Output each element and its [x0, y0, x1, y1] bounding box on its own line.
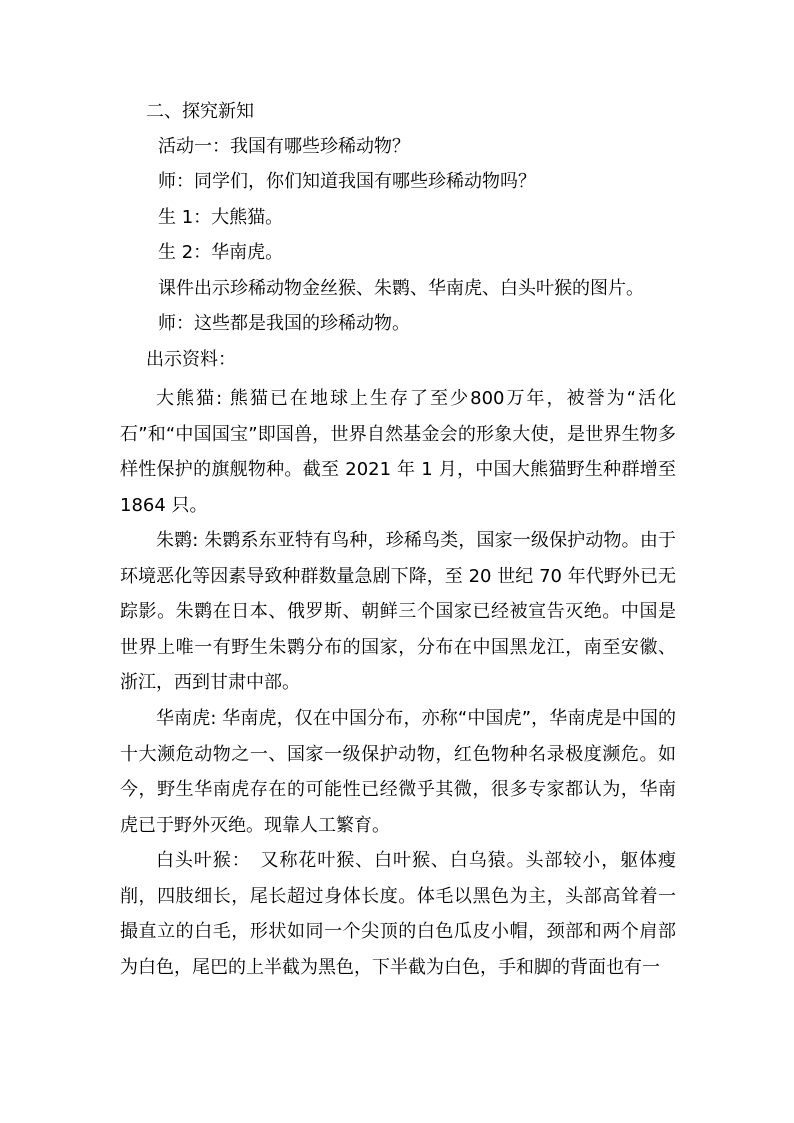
paragraph-south-china-tiger: 华南虎: 华南虎，仅在中国分布，亦称“中国虎”，华南虎是中国的十大濒危动物之一、国家一级保护动物，红色物种名录极度濒危。如今，野生华南虎存在的可能性已经微乎其微，很多专家都认为，华南虎已于野外灭绝。现靠人工繁育。	[120, 708, 676, 836]
teacher-question: 师：同学们，你们知道我国有哪些珍稀动物吗？	[158, 171, 536, 192]
student-1-answer: 生 1：大熊猫。	[158, 207, 284, 228]
activity-title: 活动一：我国有哪些珍稀动物？	[158, 136, 410, 157]
student-2-answer: 生 2：华南虎。	[158, 242, 284, 263]
paragraph-crested-ibis: 朱鹮: 朱鹮系东亚特有鸟种，珍稀鸟类，国家一级保护动物。由于环境恶化等因素导致种群数量急剧下降，至 20 世纪 70 年代野外已无踪影。朱鹮在日本、俄罗斯、朝鲜三个国家已经被宣告灭绝。中国是世界上唯一有野生朱鹮分布的国家，分布在中国黑龙江，南至安徽、浙江，西到甘肃中部。	[120, 530, 676, 694]
teacher-statement: 师：这些都是我国的珍稀动物。	[158, 313, 410, 334]
material-label: 出示资料：	[146, 349, 236, 370]
paragraph-giant-panda: 大熊猫: 熊猫已在地球上生存了至少800万年，被誉为“活化石”和“中国国宝”即国兽，世界自然基金会的形象大使，是世界生物多样性保护的旗舰物种。截至 2021 年 1 月，中国大熊猫野生种群增至 1864 只。	[120, 388, 676, 516]
courseware-note: 课件出示珍稀动物金丝猴、朱鹮、华南虎、白头叶猴的图片。	[158, 278, 644, 299]
section-heading: 二、探究新知	[146, 101, 254, 122]
paragraph-white-headed-langur: 白头叶猴： 又称花叶猴、白叶猴、白乌猿。头部较小，躯体瘦削，四肢细长，尾长超过身体长度。体毛以黑色为主，头部高耸着一撮直立的白毛，形状如同一个尖顶的白色瓜皮小帽，颈部和两个肩部为白色，尾巴的上半截为黑色，下半截为白色，手和脚的背面也有一	[120, 850, 676, 978]
